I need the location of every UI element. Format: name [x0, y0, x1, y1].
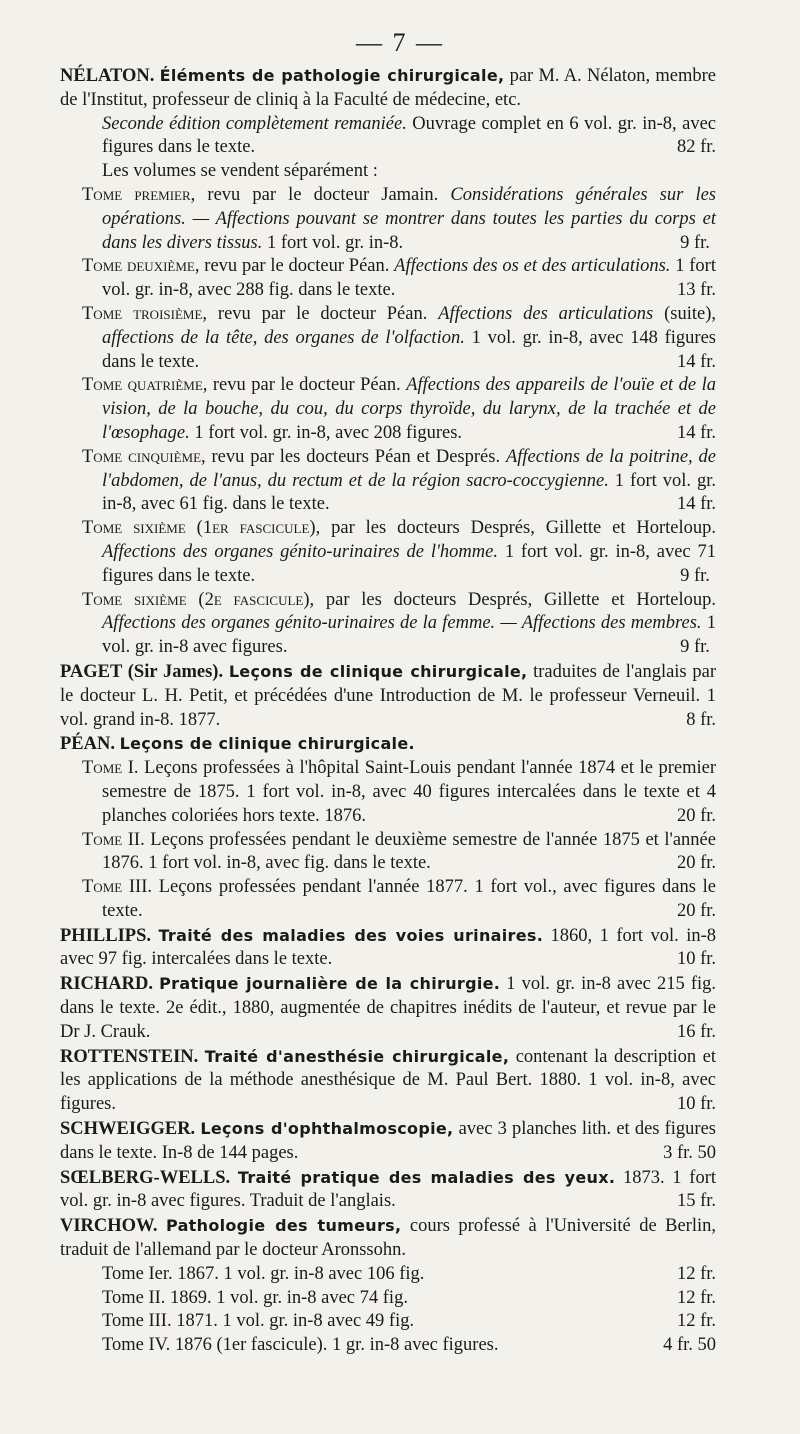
book-title: Leçons de clinique chirurgicale, — [228, 661, 528, 681]
book-title: Traité des maladies des voies urinaires. — [158, 925, 544, 945]
tome-format: 1 fort vol. gr. in-8, avec 61 fig. dans le texte. — [102, 470, 716, 515]
entry-separate — [60, 160, 716, 184]
price: 14 fr. — [676, 351, 716, 372]
tome-item — [60, 1287, 716, 1311]
author: PAGET (Sir James). — [60, 661, 224, 682]
price: 10 fr. — [676, 949, 716, 970]
author: ROTTENSTEIN. — [60, 1046, 199, 1067]
entry-text: cours professé à l'Université de Berlin, traduit de l'allemand par le docteur Aronssohn. — [60, 1216, 717, 1261]
tome-format: 1 fort vol. gr. in-8. — [262, 232, 404, 253]
tome-text: Leçons professées pendant l'année 1877. 1 fort vol., avec figures dans le texte. — [102, 877, 717, 921]
author: PÉAN. — [60, 734, 115, 755]
tome-subject: Affections de la poitrine, de l'abdomen, de l'anus, du rectum et de la région sacro-coccygienne. — [102, 446, 717, 491]
tome-item — [60, 184, 716, 255]
tome-label: Tome sixième (1er fascicule), — [82, 518, 321, 539]
tome-format: 1 vol. gr. in-8 avec figures. — [102, 613, 716, 658]
tome-subject: Affections des articulations — [438, 303, 654, 324]
price: 12 fr. — [676, 1311, 716, 1332]
tome-subject: Affections des organes génito-urinaires de la femme. — Affections des membres. — [102, 613, 702, 634]
edition-text: Ouvrage complet en 6 vol. gr. in-8, avec figures dans le texte. — [102, 113, 716, 158]
price: 20 fr. — [676, 853, 716, 874]
book-title: Éléments de pathologie chirurgicale, — [159, 66, 505, 85]
entry-text: 1873. 1 fort vol. gr. in-8 avec figures. Traduit de l'anglais. — [60, 1167, 716, 1212]
tome-item — [60, 757, 716, 828]
tome-label: Tome quatrième, — [82, 375, 208, 396]
price: 9 fr. — [680, 637, 710, 658]
book-title: Leçons de clinique chirurgicale. — [119, 734, 415, 754]
entry-text: 1 vol. gr. in-8 avec 215 fig. dans le texte. 2e édit., 1880, augmentée de chapitres inédits de l'auteur, et revue par le Dr J. Crauk. — [60, 974, 717, 1042]
entry-text: contenant la description et les applications de la méthode anesthésique de M. Paul Bert. 1880. 1 vol. in-8, avec figures. — [60, 1046, 717, 1115]
price: 20 fr. — [676, 900, 716, 921]
price: 12 fr. — [676, 1287, 716, 1308]
tome-label: Tome cinquième, — [82, 446, 206, 467]
price: 10 fr. — [676, 1094, 716, 1115]
edition-note: Seconde édition complètement remaniée. — [102, 113, 407, 134]
tome-text: revu par le docteur Péan. — [207, 303, 439, 324]
tome-subject: Affections des appareils de l'ouïe et de la vision, de la bouche, du cou, du corps thyroïde, du larynx, de la trachée et de l'œsophage. — [102, 375, 716, 443]
tome-text: Leçons professées pendant le deuxième semestre de l'année 1875 et l'année 1876. 1 fort vol. in-8, avec fig. dans le texte. — [102, 829, 716, 874]
tome-label: Tome troisième, — [82, 303, 208, 324]
book-title: Pathologie des tumeurs, — [165, 1216, 402, 1236]
tome-item — [60, 446, 716, 517]
price: 13 fr. — [676, 280, 716, 301]
tome-item — [60, 1334, 716, 1358]
page-number: — 7 — — [356, 28, 444, 57]
price: 14 fr. — [676, 494, 716, 515]
price: 3 fr. 50 — [663, 1142, 716, 1163]
price: 16 fr. — [676, 1021, 716, 1042]
author: SCHWEIGGER. — [60, 1119, 196, 1140]
author: VIRCHOW. — [60, 1216, 158, 1237]
author: RICHARD. — [60, 974, 154, 995]
price: 9 fr. — [680, 565, 710, 586]
book-title: Leçons d'ophthalmoscopie, — [200, 1119, 454, 1139]
tome-text: (suite), — [653, 303, 717, 324]
tome-item — [60, 589, 716, 660]
tome-subject: Affections des organes génito-urinaires de l'homme. — [102, 541, 498, 562]
tome-text: Tome III. 1871. 1 vol. gr. in-8 avec 49 fig. — [102, 1311, 415, 1332]
tome-item — [60, 876, 716, 924]
price: 14 fr. — [676, 422, 716, 443]
tome-text: Tome Ier. 1867. 1 vol. gr. in-8 avec 106 fig. — [102, 1263, 425, 1284]
author: PHILLIPS. — [60, 925, 151, 946]
entry-soelberg-wells — [60, 1166, 716, 1215]
tome-label: Tome deuxième, — [82, 256, 200, 277]
price: 20 fr. — [676, 805, 716, 826]
tome-subject: Affections des os et des articulations. — [394, 256, 671, 277]
price: 9 fr. — [680, 232, 710, 253]
tome-item — [60, 374, 716, 445]
price: 4 fr. 50 — [663, 1335, 716, 1356]
tome-label: Tome premier, — [82, 184, 196, 205]
entry-text: avec 3 planches lith. et des figures dans le texte. In-8 de 144 pages. — [60, 1119, 717, 1163]
tome-label: Tome II. — [82, 829, 145, 850]
separate-note: Les volumes se vendent séparément : — [102, 161, 378, 182]
price: 82 fr. — [676, 137, 716, 158]
tome-subject: Considérations générales sur les opérations. — Affections pouvant se montrer dans toutes les parties du corps et dans les divers tissus. — [102, 184, 716, 253]
entry-text: par M. A. Nélaton, membre de l'Institut, professeur de cliniq à la Faculté de médecine, etc. — [60, 66, 716, 110]
tome-text: Tome II. 1869. 1 vol. gr. in-8 avec 74 fig. — [102, 1287, 408, 1308]
tome-format: 1 fort vol. gr. in-8, avec 288 fig. dans le texte. — [102, 256, 716, 301]
tome-label: Tome I. — [82, 758, 139, 779]
tome-text: revu par le docteur Péan. — [207, 375, 407, 396]
tome-text: par les docteurs Després, Gillette et Horteloup. — [320, 518, 716, 539]
price: 8 fr. — [686, 709, 716, 730]
entry-text: traduites de l'anglais par le docteur L. H. Petit, et précédées d'une Introduction de M. le professeur Verneuil. 1 vol. grand in-8. 1877. — [60, 661, 716, 730]
tome-item — [60, 1310, 716, 1334]
tome-text: Leçons professées à l'hôpital Saint-Louis pendant l'année 1874 et le premier semestre de 1875. 1 fort vol. in-8, avec 40 figures intercalées dans le texte et 4 planches coloriées hors texte. 1876. — [102, 758, 716, 826]
book-title: Traité d'anesthésie chirurgicale, — [204, 1046, 510, 1066]
tome-text: Tome IV. 1876 (1er fascicule). 1 gr. in-8 avec figures. — [102, 1335, 499, 1356]
tome-format: 1 vol. gr. in-8, avec 148 figures dans le texte. — [102, 327, 716, 372]
tome-format: 1 fort vol. gr. in-8, avec 71 figures dans le texte. — [102, 541, 716, 586]
tome-item — [60, 1263, 716, 1287]
author: NÉLATON. — [60, 66, 155, 86]
tome-text: revu par le docteur Péan. — [199, 256, 395, 277]
entry-text: 1860, 1 fort vol. in-8 avec 97 fig. intercalées dans le texte. — [60, 925, 717, 970]
entry-paget — [60, 660, 716, 732]
tome-item — [60, 517, 716, 588]
entry-nelaton — [60, 64, 716, 113]
tome-item — [60, 255, 716, 303]
price: 15 fr. — [676, 1191, 716, 1212]
tome-text: revu par les docteurs Péan et Després. — [205, 446, 506, 467]
entry-virchow — [60, 1214, 716, 1263]
entry-richard — [60, 972, 716, 1044]
tome-label: Tome sixième (2e fascicule), — [82, 589, 315, 610]
tome-item — [60, 829, 716, 877]
tome-label: Tome III. — [82, 877, 152, 898]
tome-text: revu par le docteur Jamain. — [195, 184, 451, 205]
tome-text: par les docteurs Després, Gillette et Horteloup. — [314, 589, 716, 610]
tome-format: 1 fort vol. gr. in-8, avec 208 figures. — [189, 422, 463, 443]
entry-schweigger — [60, 1117, 716, 1166]
tome-item — [60, 303, 716, 374]
book-title: Traité pratique des maladies des yeux. — [237, 1167, 616, 1187]
entry-pean — [60, 732, 716, 757]
book-title: Pratique journalière de la chirurgie. — [159, 974, 501, 994]
entry-rottenstein — [60, 1045, 716, 1117]
tome-subject: affections de la tête, des organes de l'olfaction. — [102, 327, 465, 348]
price: 12 fr. — [676, 1263, 716, 1284]
author: SŒLBERG-WELLS. — [60, 1167, 231, 1188]
entry-phillips — [60, 924, 716, 973]
entry-edition — [60, 113, 716, 161]
catalog-content — [60, 64, 716, 1358]
